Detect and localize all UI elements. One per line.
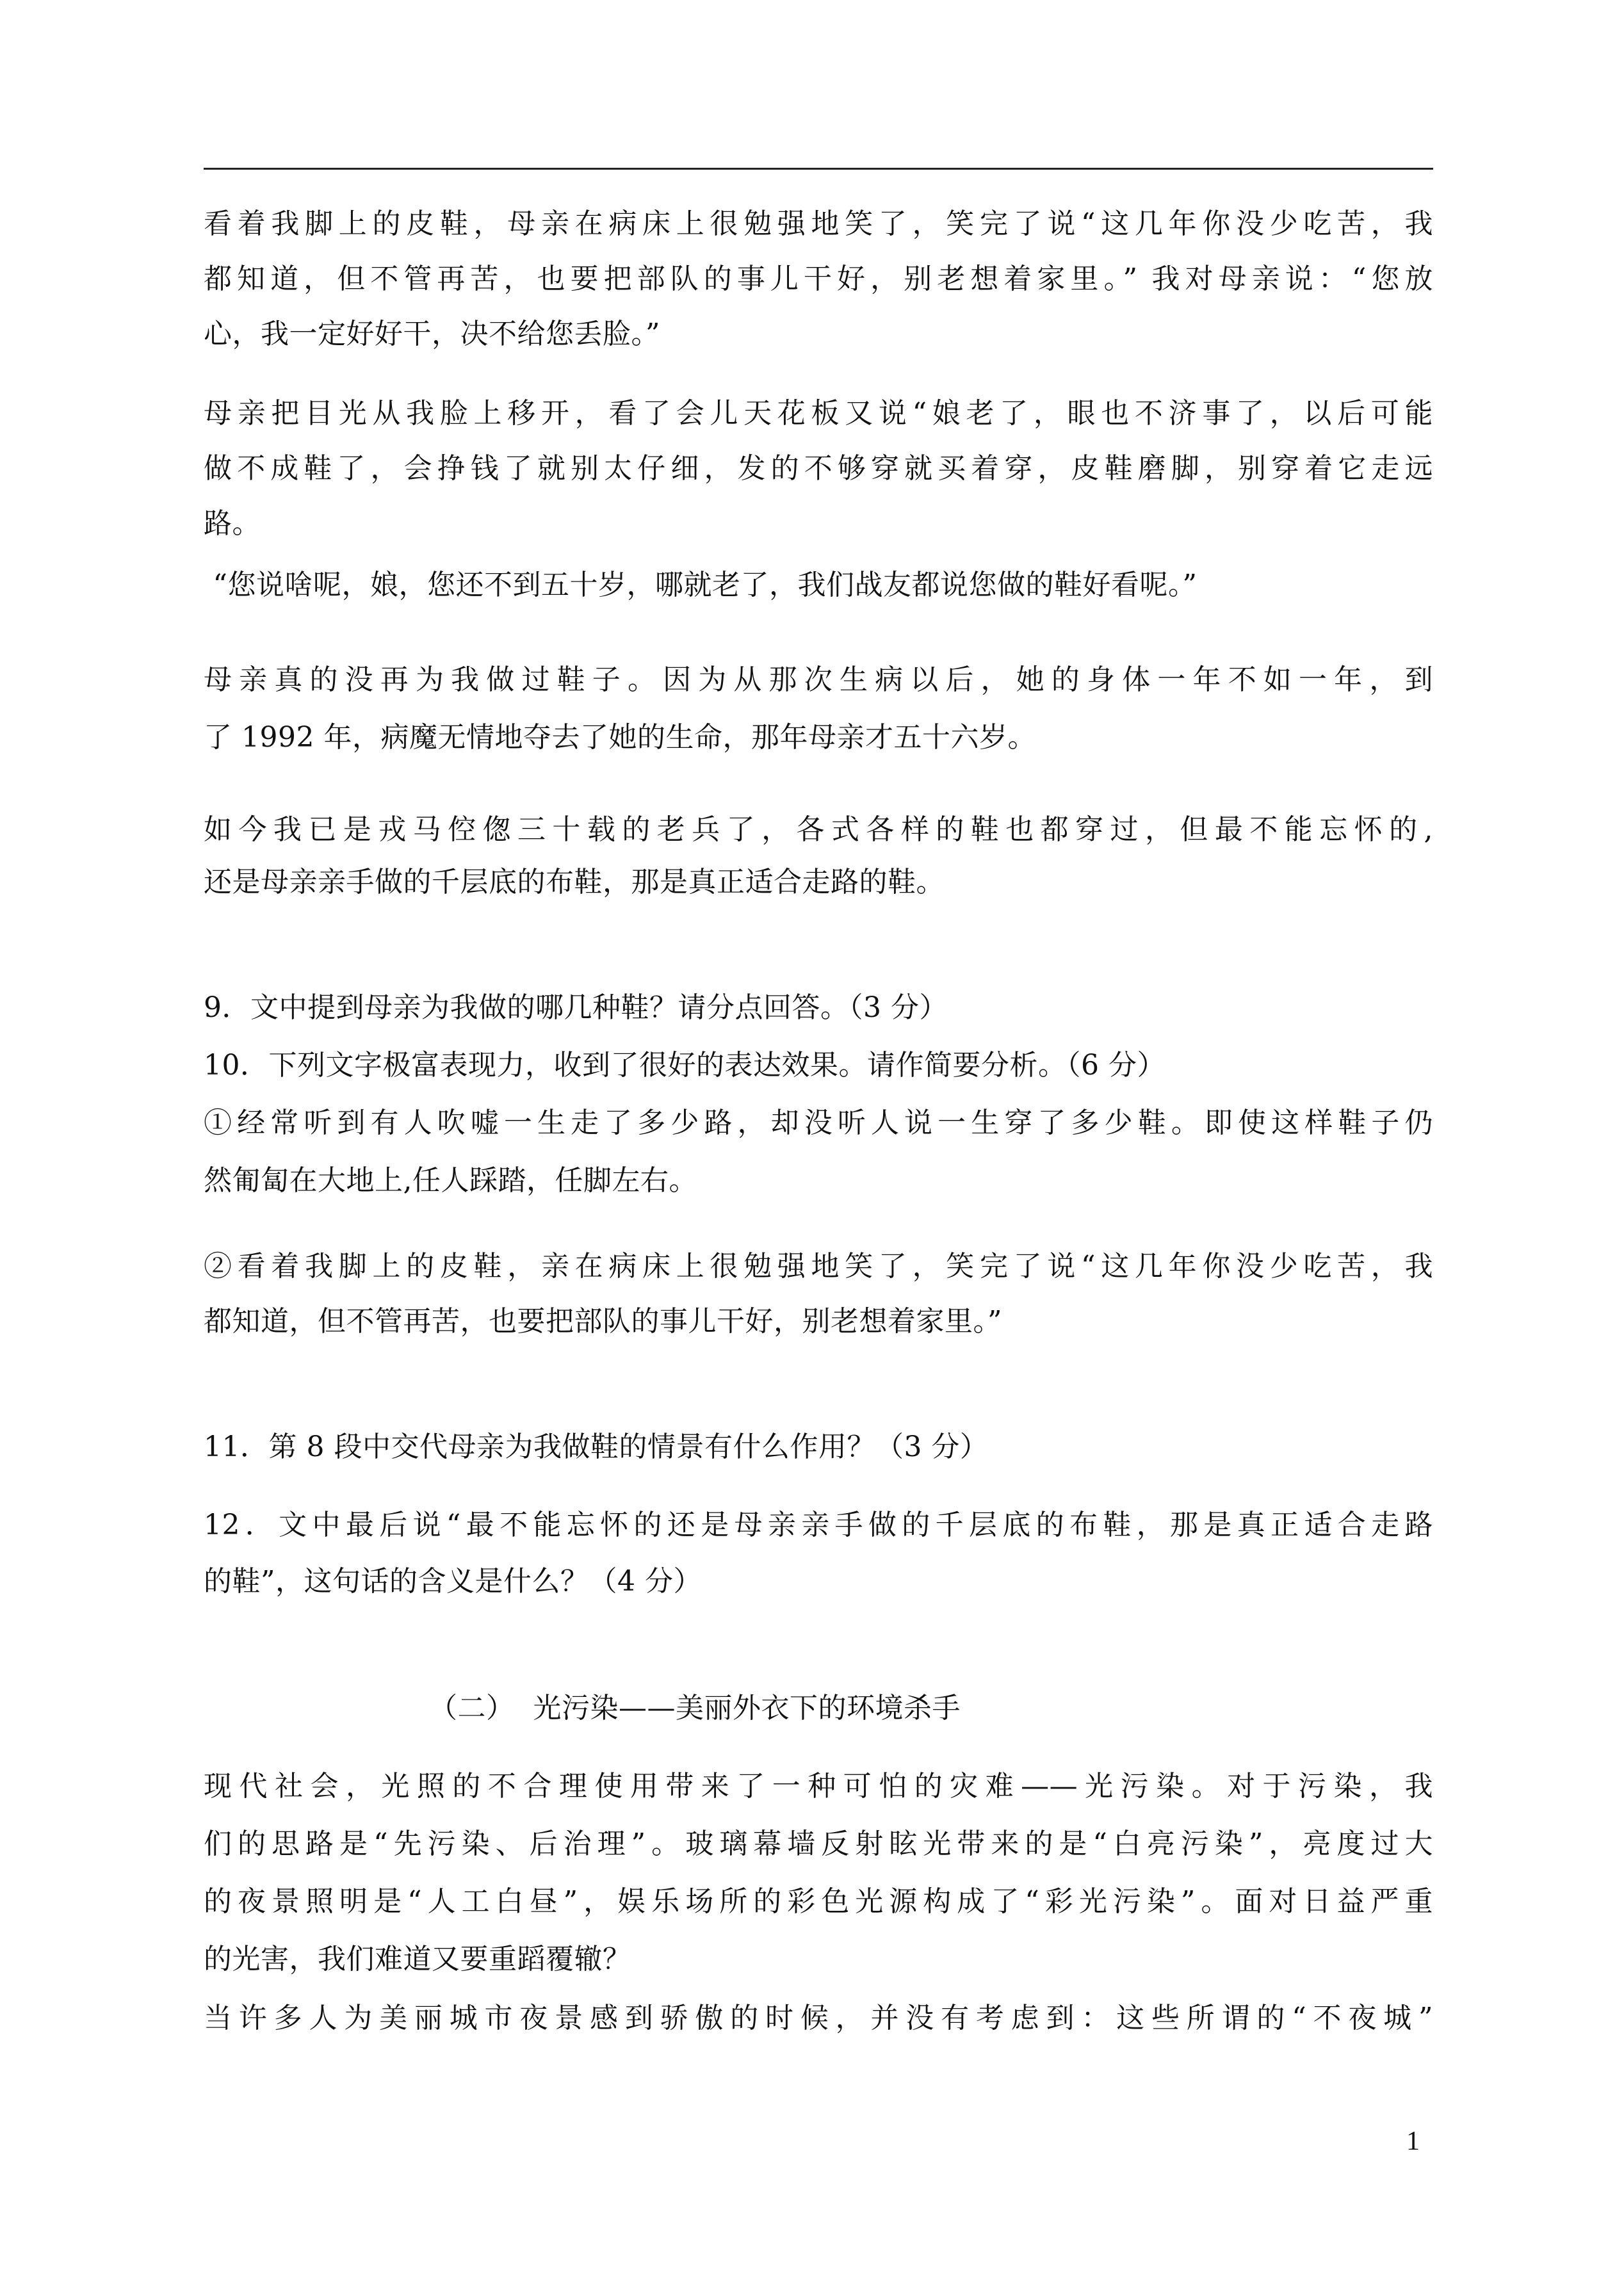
section-2-p1-line1: 现代社会，光照的不合理使用带来了一种可怕的灾难——光污染。对于污染，我 xyxy=(204,1770,1433,1803)
question-10: 10．下列文字极富表现力，收到了很好的表达效果。请作简要分析。（6 分） xyxy=(204,1049,1165,1082)
question-9: 9．文中提到母亲为我做的哪几种鞋？请分点回答。（3 分） xyxy=(204,991,948,1024)
question-12-line1: 12．文中最后说“最不能忘怀的还是母亲亲手做的千层底的布鞋，那是真正适合走路 xyxy=(204,1509,1433,1541)
section-2-p1-line2: 们的思路是“先污染、后治理”。玻璃幕墙反射眩光带来的是“白亮污染”，亮度过大 xyxy=(204,1828,1433,1860)
story-p4-line2: 了 1992 年，病魔无情地夺去了她的生命，那年母亲才五十六岁。 xyxy=(204,721,1036,754)
story-p2-line2: 做不成鞋了，会挣钱了就别太仔细，发的不够穿就买着穿，皮鞋磨脚，别穿着它走远 xyxy=(204,452,1433,485)
page-number: 1 xyxy=(1406,2127,1420,2156)
header-rule xyxy=(204,168,1433,170)
story-p1-line2: 都知道，但不管再苦，也要把部队的事儿干好，别老想着家里。” 我对母亲说：“您放 xyxy=(204,263,1433,295)
question-12-line2: 的鞋”，这句话的含义是什么？（4 分） xyxy=(204,1565,702,1598)
story-p2-line1: 母亲把目光从我脸上移开，看了会儿天花板又说“娘老了，眼也不济事了，以后可能 xyxy=(204,397,1433,430)
story-p2-line3: 路。 xyxy=(204,507,261,540)
story-p1-line3: 心，我一定好好干，决不给您丢脸。” xyxy=(204,318,660,350)
section-2-p2-line1: 当许多人为美丽城市夜景感到骄傲的时候，并没有考虑到：这些所谓的“不夜城” xyxy=(204,2002,1433,2034)
section-2-title: （二） 光污染——美丽外衣下的环境杀手 xyxy=(429,1692,961,1724)
section-2-p1-line3: 的夜景照明是“人工白昼”，娱乐场所的彩色光源构成了“彩光污染”。面对日益严重 xyxy=(204,1885,1433,1918)
story-p5-line1: 如今我已是戎马倥偬三十载的老兵了，各式各样的鞋也都穿过，但最不能忘怀的, xyxy=(204,813,1433,846)
story-p3-line1: “您说啥呢，娘，您还不到五十岁，哪就老了，我们战友都说您做的鞋好看呢。” xyxy=(204,569,1198,601)
section-2-p1-line4: 的光害，我们难道又要重蹈覆辙？ xyxy=(204,1943,631,1975)
question-11: 11．第 8 段中交代母亲为我做鞋的情景有什么作用？（3 分） xyxy=(204,1431,989,1463)
story-p4-line1: 母亲真的没再为我做过鞋子。因为从那次生病以后，她的身体一年不如一年，到 xyxy=(204,663,1433,696)
story-p1-line1: 看着我脚上的皮鞋，母亲在病床上很勉强地笑了，笑完了说“这几年你没少吃苦，我 xyxy=(204,207,1433,240)
question-10-item2-line1: ②看着我脚上的皮鞋，亲在病床上很勉强地笑了，笑完了说“这几年你没少吃苦，我 xyxy=(204,1250,1433,1283)
question-10-item1-line2: 然匍匐在大地上,任人踩踏，任脚左右。 xyxy=(204,1164,697,1197)
question-10-item1-line1: ①经常听到有人吹嘘一生走了多少路，却没听人说一生穿了多少鞋。即使这样鞋子仍 xyxy=(204,1107,1433,1139)
question-10-item2-line2: 都知道，但不管再苦，也要把部队的事儿干好，别老想着家里。” xyxy=(204,1305,1002,1338)
story-p5-line2: 还是母亲亲手做的千层底的布鞋，那是真正适合走路的鞋。 xyxy=(204,866,945,898)
